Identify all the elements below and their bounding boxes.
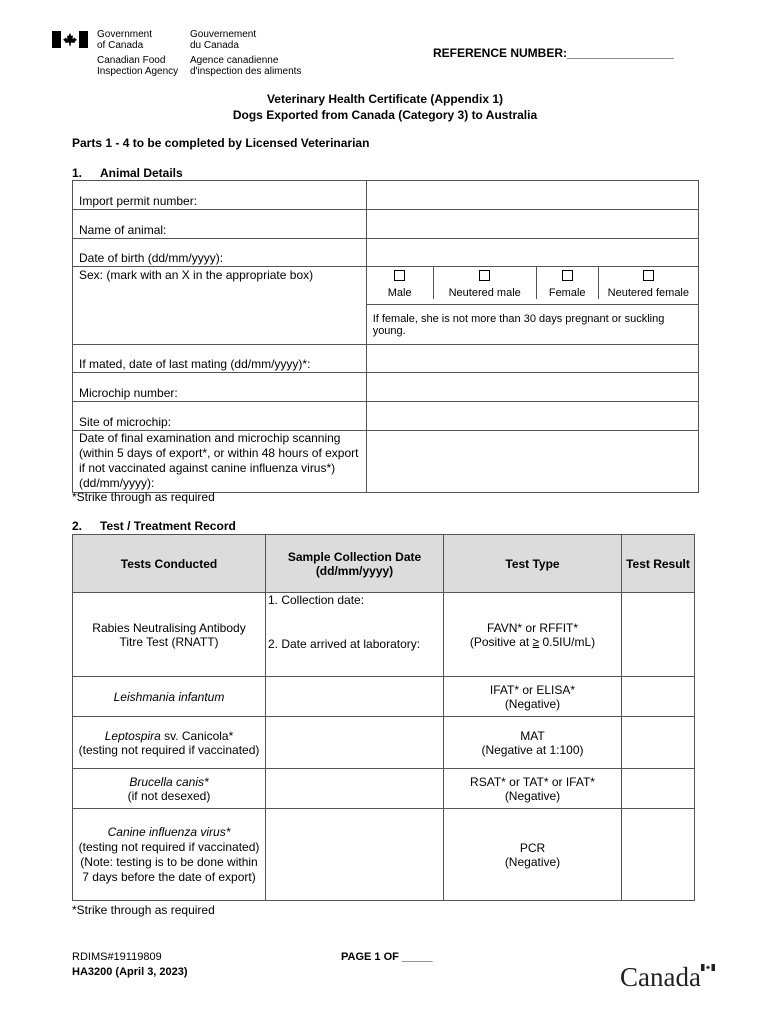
sex-option-neutered-female[interactable]: Neutered female — [598, 267, 698, 299]
final-exam-field[interactable] — [366, 431, 698, 493]
canada-flag-icon — [52, 31, 88, 48]
rdims-number: RDIMS#19119809 — [72, 951, 162, 963]
section1-number: 1. — [72, 166, 83, 180]
checkbox-neutered-female[interactable] — [643, 270, 654, 281]
form-number: HA3200 (April 3, 2023) — [72, 966, 188, 978]
rnatt-result[interactable] — [622, 593, 695, 677]
leishmania-type: IFAT* or ELISA* (Negative) — [444, 677, 622, 717]
rnatt-test: Rabies Neutralising Antibody Titre Test (RNATT) — [73, 593, 266, 677]
agency-en: Canadian Food Inspection Agency — [97, 55, 179, 77]
checkbox-neutered-male[interactable] — [479, 270, 490, 281]
certificate-title: Veterinary Health Certificate (Appendix 1) — [266, 92, 504, 106]
section1-heading: Animal Details — [100, 166, 183, 180]
brucella-date[interactable] — [266, 769, 444, 809]
brucella-result[interactable] — [622, 769, 695, 809]
dob-field[interactable] — [366, 239, 698, 267]
gov-en: Government of Canada — [97, 29, 153, 51]
leishmania-date[interactable] — [266, 677, 444, 717]
import-permit-label: Import permit number: — [73, 181, 367, 210]
brucella-test: Brucella canis* (if not desexed) — [73, 769, 266, 809]
dob-label: Date of birth (dd/mm/yyyy): — [73, 239, 367, 267]
gov-fr: Gouvernement du Canada — [190, 29, 257, 51]
rnatt-type: FAVN* or RFFIT* (Positive at ≥ 0.5IU/mL) — [444, 593, 622, 677]
leptospira-type: MAT (Negative at 1:100) — [444, 717, 622, 769]
microchip-label: Microchip number: — [73, 373, 367, 402]
rnatt-arrived-date[interactable]: 2. Date arrived at laboratory: — [268, 637, 421, 651]
col-test-type: Test Type — [444, 535, 622, 593]
page-number: PAGE 1 OF _____ — [341, 951, 433, 963]
animal-name-label: Name of animal: — [73, 210, 367, 239]
final-exam-label: Date of final examination and microchip scanning (within 5 days of export*, or within 48 hours of export if not vaccinated against canine influenza virus*) (dd/mm/yyyy): — [73, 431, 367, 493]
microchip-site-label: Site of microchip: — [73, 402, 367, 431]
leptospira-result[interactable] — [622, 717, 695, 769]
animal-details-table — [72, 180, 699, 493]
influenza-test: Canine influenza virus* (testing not required if vaccinated) (Note: testing is to be done within 7 days before the date of export) — [73, 809, 266, 901]
reference-number: REFERENCE NUMBER:________________ — [433, 46, 674, 60]
animal-name-field[interactable] — [366, 210, 698, 239]
col-sample-date: Sample Collection Date (dd/mm/yyyy) — [266, 535, 444, 593]
section2-heading: Test / Treatment Record — [100, 519, 236, 533]
strike-note-1: *Strike through as required — [72, 490, 215, 504]
rnatt-dates[interactable] — [266, 593, 444, 677]
leptospira-date[interactable] — [266, 717, 444, 769]
test-record-table — [72, 534, 695, 901]
checkbox-male[interactable] — [394, 270, 405, 281]
microchip-site-field[interactable] — [366, 402, 698, 431]
mating-date-field[interactable] — [366, 345, 698, 373]
section2-number: 2. — [72, 519, 83, 533]
leishmania-result[interactable] — [622, 677, 695, 717]
sex-option-female[interactable]: Female — [536, 267, 598, 299]
certificate-subtitle: Dogs Exported from Canada (Category 3) to Australia — [232, 108, 538, 122]
import-permit-field[interactable] — [366, 181, 698, 210]
brucella-type: RSAT* or TAT* or IFAT* (Negative) — [444, 769, 622, 809]
sex-options — [367, 267, 698, 299]
influenza-result[interactable] — [622, 809, 695, 901]
microchip-field[interactable] — [366, 373, 698, 402]
col-tests-conducted: Tests Conducted — [73, 535, 266, 593]
rnatt-collection-date[interactable]: 1. Collection date: — [268, 593, 365, 607]
sex-label: Sex: (mark with an X in the appropriate box) — [73, 267, 367, 345]
influenza-type: PCR (Negative) — [444, 809, 622, 901]
checkbox-female[interactable] — [562, 270, 573, 281]
sex-option-male[interactable]: Male — [367, 267, 434, 299]
wordmark-flag-icon — [701, 964, 715, 971]
col-test-result: Test Result — [622, 535, 695, 593]
mating-date-label: If mated, date of last mating (dd/mm/yyyy)*: — [73, 345, 367, 373]
leishmania-test: Leishmania infantum — [73, 677, 266, 717]
canada-wordmark: Canada — [620, 962, 701, 992]
female-note: If female, she is not more than 30 days pregnant or suckling young. — [366, 305, 698, 345]
parts-note: Parts 1 - 4 to be completed by Licensed Veterinarian — [72, 136, 370, 150]
agency-fr: Agence canadienne d'inspection des aliments — [190, 55, 302, 77]
leptospira-test: Leptospira sv. Canicola* (testing not required if vaccinated) — [73, 717, 266, 769]
influenza-date[interactable] — [266, 809, 444, 901]
sex-option-neutered-male[interactable]: Neutered male — [433, 267, 536, 299]
strike-note-2: *Strike through as required — [72, 903, 215, 917]
